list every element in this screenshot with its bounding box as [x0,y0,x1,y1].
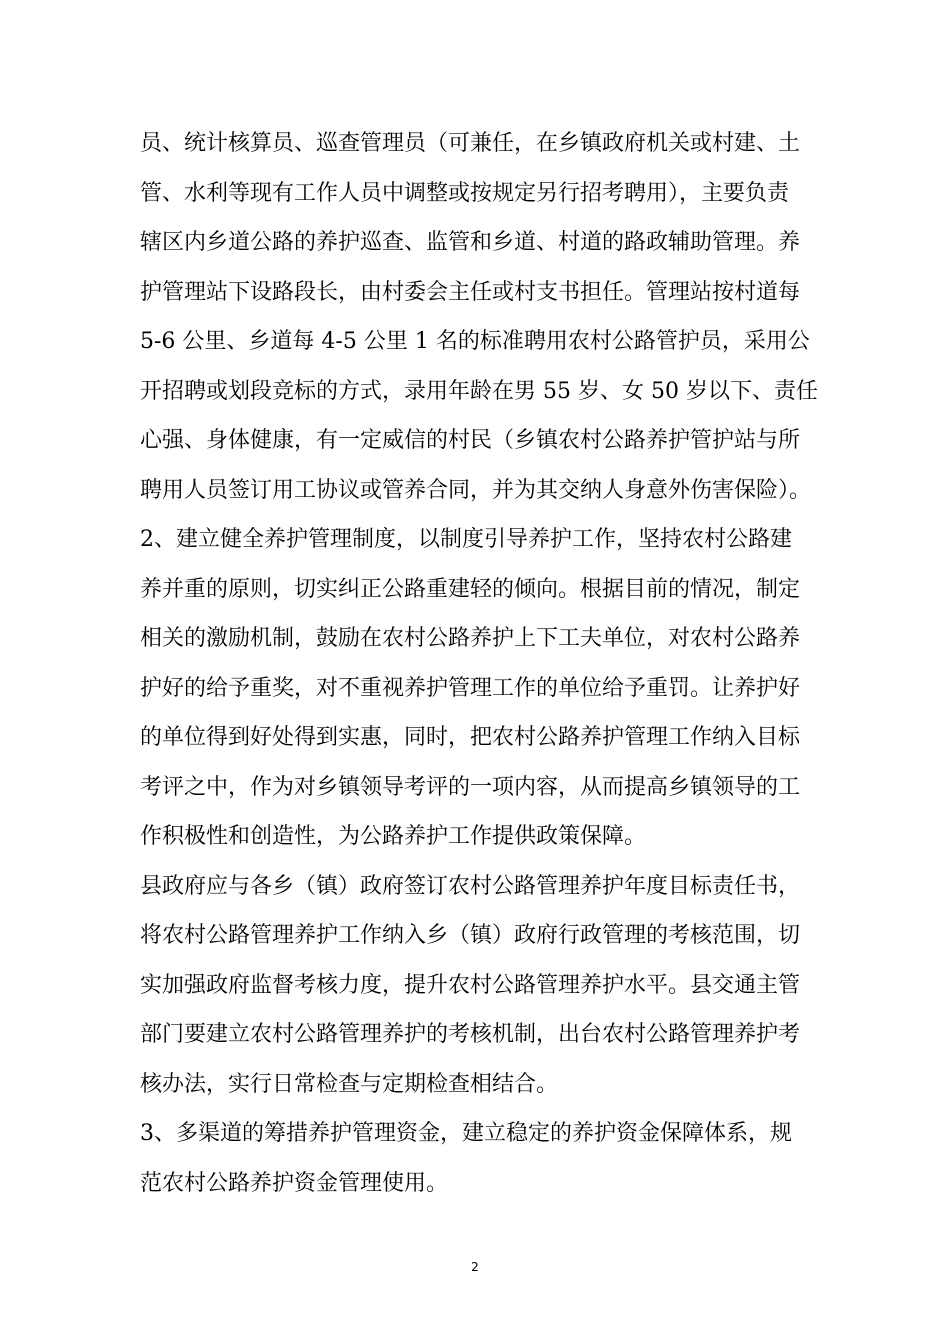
text-line: 将农村公路管理养护工作纳入乡（镇）政府行政管理的考核范围，切 [140,923,801,948]
text-line: 作积极性和创造性，为公路养护工作提供政策保障。 [140,824,647,849]
text-line: 员、统计核算员、巡查管理员（可兼任，在乡镇政府机关或村建、土 [140,131,801,156]
text-line: 相关的激励机制，鼓励在农村公路养护上下工夫单位，对农村公路养 [140,626,801,651]
text-line: 护管理站下设路段长，由村委会主任或村支书担任。管理站按村道每 [140,279,801,305]
text-line: 实加强政府监督考核力度，提升农村公路管理养护水平。县交通主管 [140,972,801,998]
page-number: 2 [471,1260,479,1274]
text-line: 2、建立健全养护管理制度，以制度引导养护工作，坚持农村公路建 [140,527,792,552]
text-line: 开招聘或划段竞标的方式，录用年龄在男 55 岁、女 50 岁以下、责任 [140,378,818,404]
text-line: 5-6 公里、乡道每 4-5 公里 1 名的标准聘用农村公路管护员，采用公 [140,329,810,354]
body-text [140,119,830,1208]
text-line: 县政府应与各乡（镇）政府签订农村公路管理养护年度目标责任书， [140,873,801,899]
text-line: 护好的给予重奖，对不重视养护管理工作的单位给予重罚。让养护好 [140,675,801,701]
text-line: 的单位得到好处得到实惠，同时，把农村公路养护管理工作纳入目标 [140,725,801,750]
text-line: 核办法，实行日常检查与定期检查相结合。 [140,1071,559,1097]
text-line: 部门要建立农村公路管理养护的考核机制，出台农村公路管理养护考 [140,1022,801,1047]
text-line: 心强、身体健康，有一定威信的村民（乡镇农村公路养护管护站与所 [140,428,801,453]
text-line: 辖区内乡道公路的养护巡查、监管和乡道、村道的路政辅助管理。养 [140,230,801,255]
text-line: 3、多渠道的筹措养护管理资金，建立稳定的养护资金保障体系，规 [140,1121,792,1146]
text-line: 聘用人员签订用工协议或管养合同，并为其交纳人身意外伤害保险）。 [140,477,812,503]
text-line: 养并重的原则，切实纠正公路重建轻的倾向。根据目前的情况，制定 [140,576,801,602]
text-line: 考评之中，作为对乡镇领导考评的一项内容，从而提高乡镇领导的工 [140,774,801,800]
text-line: 管、水利等现有工作人员中调整或按规定另行招考聘用），主要负责 [140,180,790,206]
text-line: 范农村公路养护资金管理使用。 [140,1170,449,1196]
